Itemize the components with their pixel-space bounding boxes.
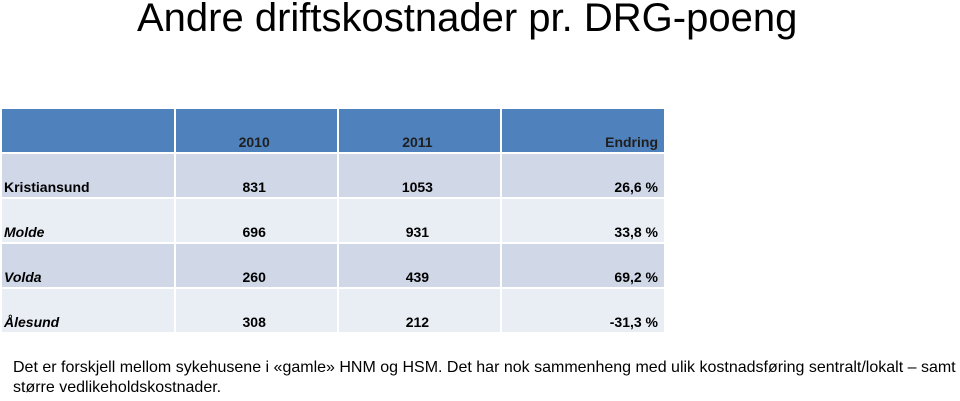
row-value-2011: 931 bbox=[339, 199, 501, 242]
row-name: Molde bbox=[2, 199, 174, 242]
row-value-2011: 212 bbox=[339, 289, 501, 332]
row-change: 69,2 % bbox=[502, 244, 664, 287]
row-change: -31,3 % bbox=[502, 289, 664, 332]
row-value-2010: 696 bbox=[176, 199, 337, 242]
header-cell-2010: 2010 bbox=[176, 109, 337, 152]
page-title: Andre driftskostnader pr. DRG-poeng bbox=[137, 0, 798, 40]
table-row bbox=[2, 289, 664, 332]
table-row bbox=[2, 154, 664, 197]
row-value-2010: 831 bbox=[176, 154, 337, 197]
header-cell-empty bbox=[2, 109, 174, 152]
table-row bbox=[2, 244, 664, 287]
header-cell-2011: 2011 bbox=[339, 109, 501, 152]
row-name: Ålesund bbox=[2, 289, 174, 332]
row-value-2010: 260 bbox=[176, 244, 337, 287]
table-header-row bbox=[2, 109, 664, 152]
row-value-2011: 1053 bbox=[339, 154, 501, 197]
row-change: 33,8 % bbox=[502, 199, 664, 242]
row-name: Volda bbox=[2, 244, 174, 287]
note-text: Det er forskjell mellom sykehusene i «gamle» HNM og HSM. Det har nok sammenheng med ulik kostnadsføring sentralt/lokalt – samt større vedlikeholdskostnader. bbox=[13, 359, 956, 396]
row-name: Kristiansund bbox=[2, 154, 174, 197]
row-value-2011: 439 bbox=[339, 244, 501, 287]
cost-table bbox=[0, 107, 666, 334]
header-cell-change: Endring bbox=[502, 109, 664, 152]
row-change: 26,6 % bbox=[502, 154, 664, 197]
row-value-2010: 308 bbox=[176, 289, 337, 332]
table-row bbox=[2, 199, 664, 242]
